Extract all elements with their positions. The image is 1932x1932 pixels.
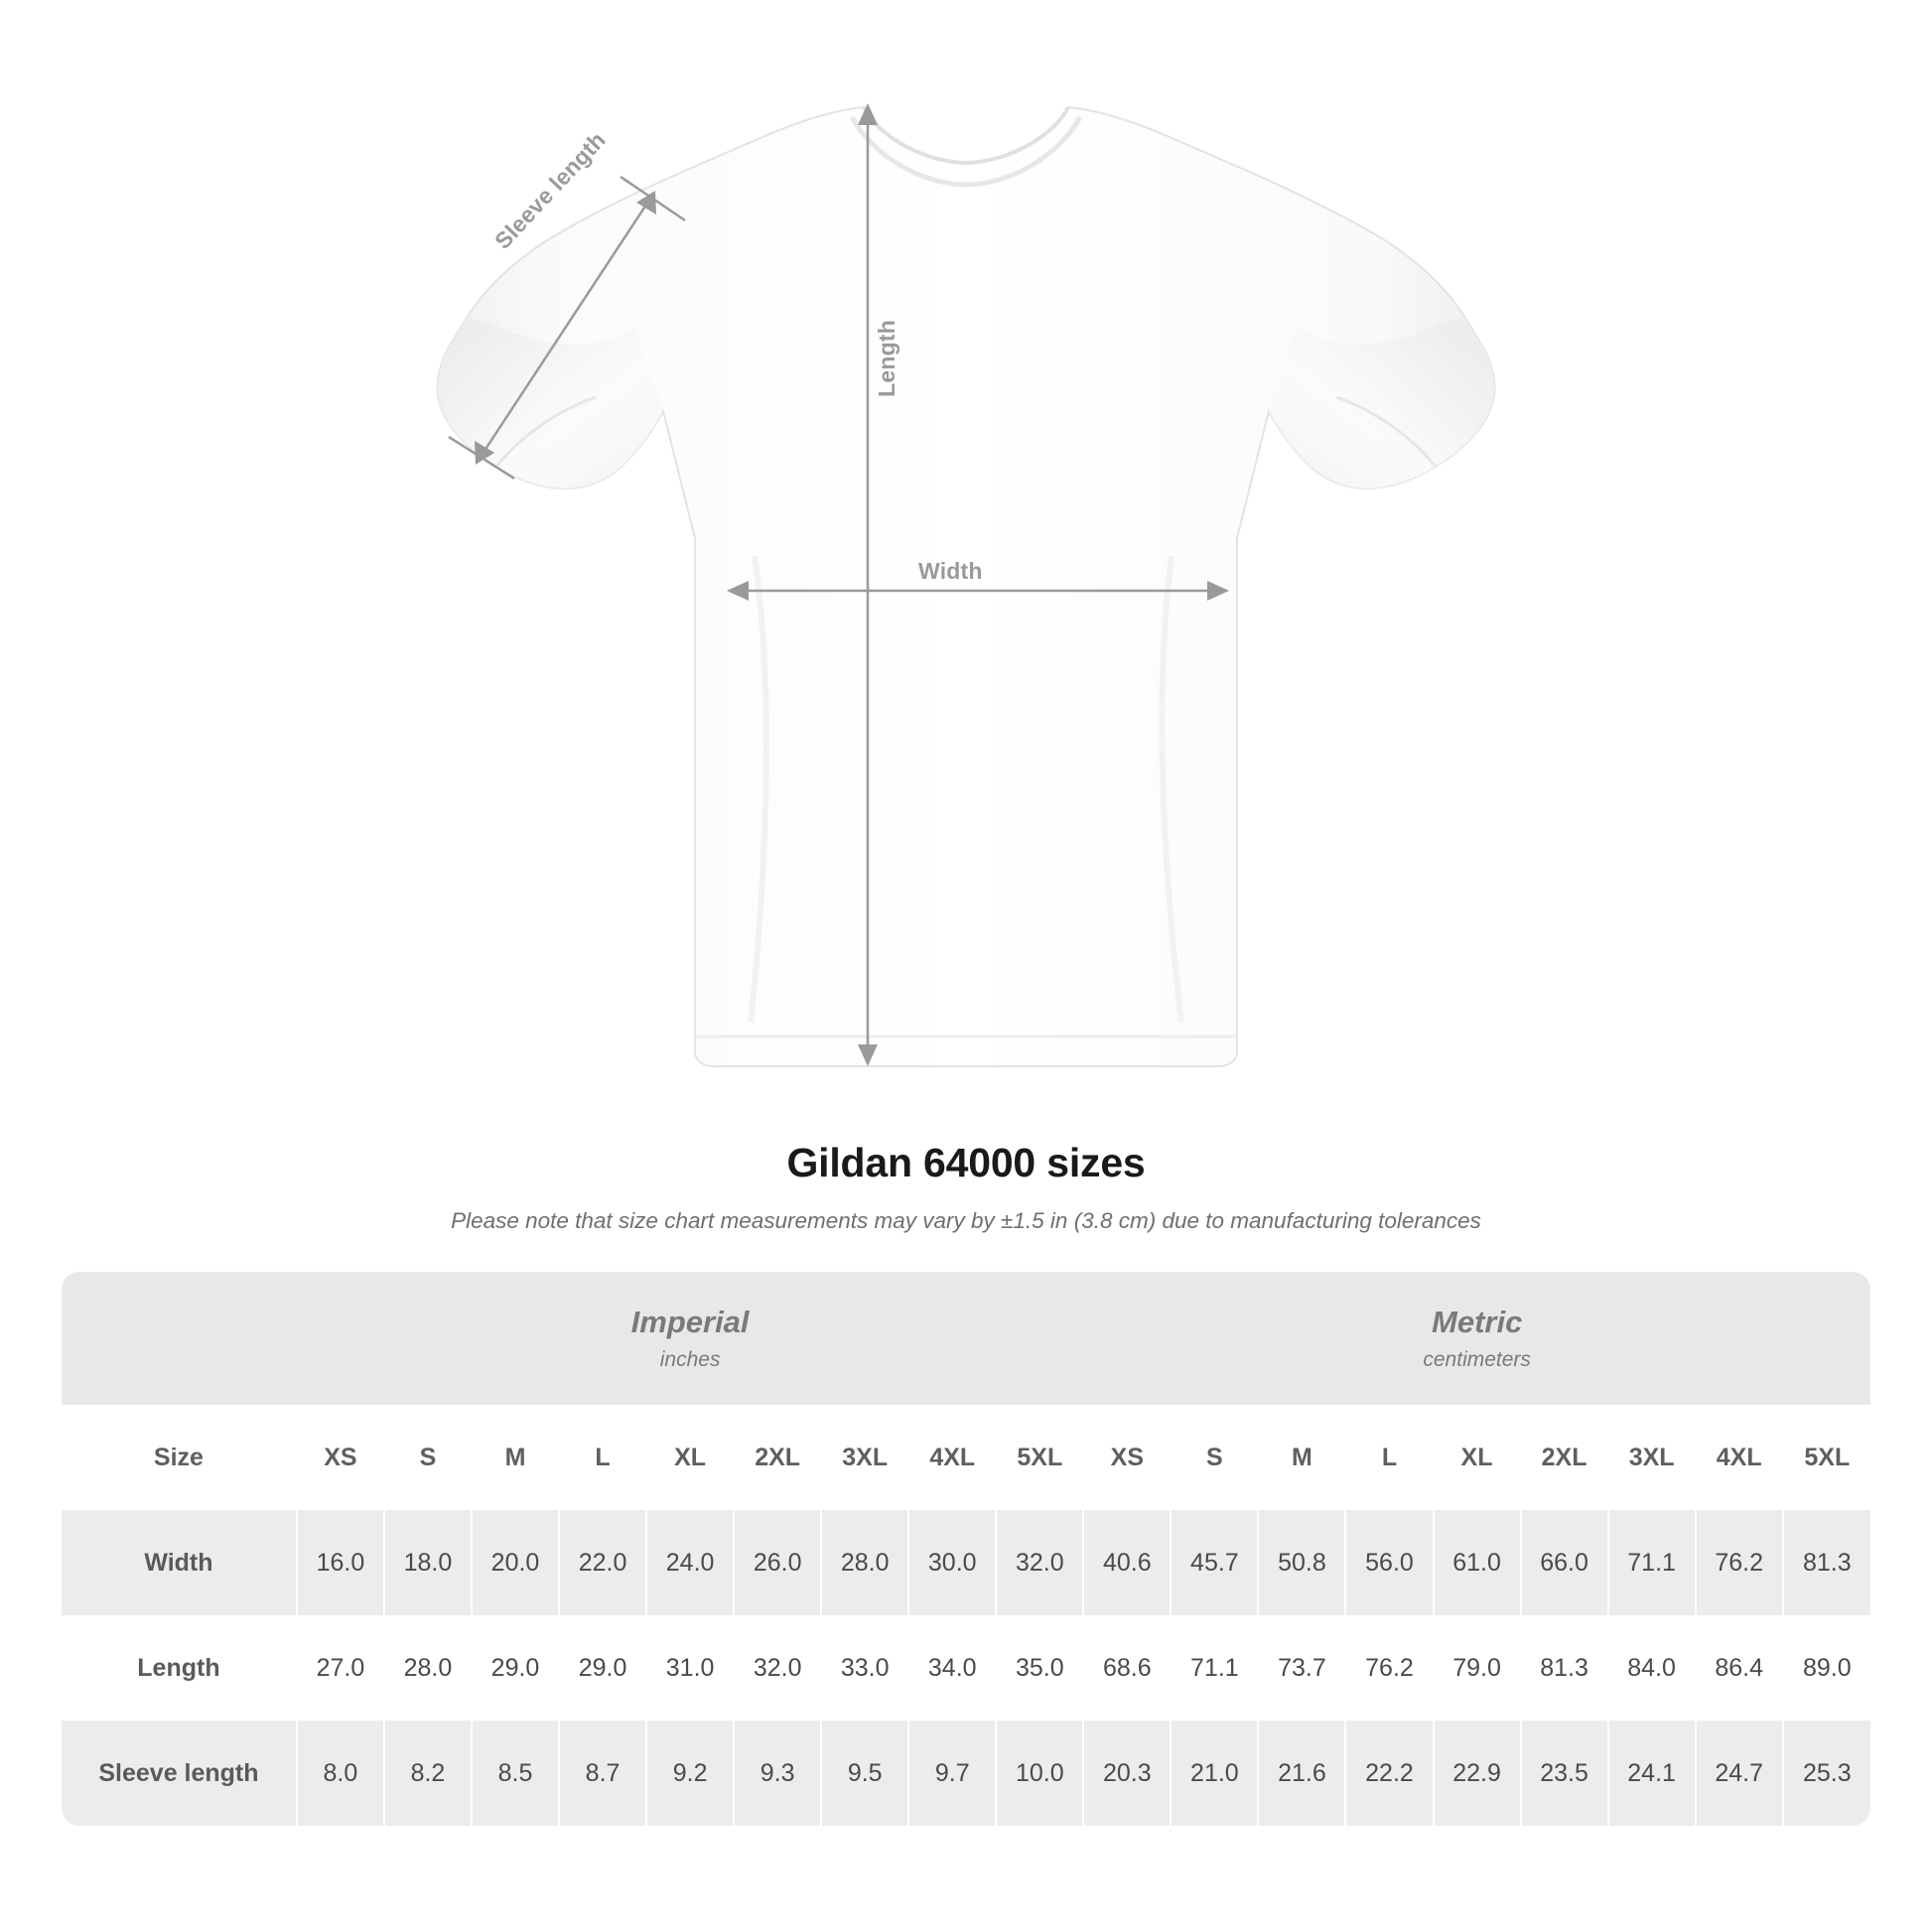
cell-width: 56.0 bbox=[1345, 1510, 1433, 1615]
size-header-cell: L bbox=[559, 1405, 646, 1510]
page-title: Gildan 64000 sizes bbox=[786, 1140, 1146, 1185]
unit-spacer-cell bbox=[62, 1272, 297, 1405]
cell-width: 76.2 bbox=[1696, 1510, 1783, 1615]
cell-length: 28.0 bbox=[384, 1615, 472, 1721]
cell-sleeve-length: 25.3 bbox=[1783, 1721, 1870, 1826]
unit-group-metric-sub: centimeters bbox=[1423, 1348, 1531, 1371]
cell-width: 66.0 bbox=[1521, 1510, 1608, 1615]
cell-width: 61.0 bbox=[1434, 1510, 1521, 1615]
cell-sleeve-length: 9.7 bbox=[908, 1721, 996, 1826]
size-table bbox=[62, 1272, 1870, 1826]
table-row bbox=[62, 1721, 1870, 1826]
cell-width: 45.7 bbox=[1171, 1510, 1258, 1615]
cell-sleeve-length: 9.2 bbox=[646, 1721, 734, 1826]
table-row bbox=[62, 1615, 1870, 1721]
cell-width: 28.0 bbox=[821, 1510, 908, 1615]
unit-group-metric-name: Metric bbox=[1432, 1305, 1523, 1339]
cell-sleeve-length: 20.3 bbox=[1083, 1721, 1171, 1826]
cell-width: 40.6 bbox=[1083, 1510, 1171, 1615]
length-dimension-label: Length bbox=[874, 320, 899, 397]
table-row bbox=[62, 1510, 1870, 1615]
unit-group-metric bbox=[1083, 1272, 1870, 1405]
cell-width: 22.0 bbox=[559, 1510, 646, 1615]
cell-sleeve-length: 22.9 bbox=[1434, 1721, 1521, 1826]
cell-length: 33.0 bbox=[821, 1615, 908, 1721]
cell-sleeve-length: 21.0 bbox=[1171, 1721, 1258, 1826]
size-header-cell: S bbox=[1171, 1405, 1258, 1510]
size-header-row bbox=[62, 1405, 1870, 1510]
cell-length: 73.7 bbox=[1258, 1615, 1345, 1721]
cell-sleeve-length: 22.2 bbox=[1345, 1721, 1433, 1826]
size-header-cell: XL bbox=[1434, 1405, 1521, 1510]
cell-width: 20.0 bbox=[472, 1510, 559, 1615]
size-header-cell: 5XL bbox=[1783, 1405, 1870, 1510]
cell-sleeve-length: 9.3 bbox=[734, 1721, 821, 1826]
size-header-cell: 4XL bbox=[908, 1405, 996, 1510]
size-header-cell: 3XL bbox=[1608, 1405, 1696, 1510]
cell-length: 32.0 bbox=[734, 1615, 821, 1721]
tolerance-note: Please note that size chart measurements may vary by ±1.5 in (3.8 cm) due to manufacturing tolerances bbox=[451, 1208, 1481, 1233]
size-header-cell: XS bbox=[297, 1405, 384, 1510]
cell-width: 26.0 bbox=[734, 1510, 821, 1615]
cell-sleeve-length: 8.5 bbox=[472, 1721, 559, 1826]
unit-group-imperial-sub: inches bbox=[659, 1348, 721, 1371]
cell-length: 34.0 bbox=[908, 1615, 996, 1721]
size-header-cell: M bbox=[1258, 1405, 1345, 1510]
unit-header-row bbox=[62, 1272, 1870, 1405]
cell-sleeve-length: 10.0 bbox=[996, 1721, 1083, 1826]
cell-length: 29.0 bbox=[472, 1615, 559, 1721]
cell-length: 27.0 bbox=[297, 1615, 384, 1721]
cell-length: 89.0 bbox=[1783, 1615, 1870, 1721]
cell-width: 18.0 bbox=[384, 1510, 472, 1615]
size-header-cell: L bbox=[1345, 1405, 1433, 1510]
row-label-length: Length bbox=[62, 1615, 297, 1721]
cell-sleeve-length: 24.1 bbox=[1608, 1721, 1696, 1826]
cell-sleeve-length: 21.6 bbox=[1258, 1721, 1345, 1826]
cell-width: 81.3 bbox=[1783, 1510, 1870, 1615]
cell-width: 30.0 bbox=[908, 1510, 996, 1615]
cell-sleeve-length: 9.5 bbox=[821, 1721, 908, 1826]
width-dimension-label: Width bbox=[918, 558, 983, 584]
unit-group-imperial bbox=[297, 1272, 1083, 1405]
cell-length: 71.1 bbox=[1171, 1615, 1258, 1721]
cell-width: 24.0 bbox=[646, 1510, 734, 1615]
size-header-cell: 2XL bbox=[734, 1405, 821, 1510]
size-header-cell: 3XL bbox=[821, 1405, 908, 1510]
cell-length: 76.2 bbox=[1345, 1615, 1433, 1721]
cell-sleeve-length: 23.5 bbox=[1521, 1721, 1608, 1826]
cell-length: 29.0 bbox=[559, 1615, 646, 1721]
cell-length: 79.0 bbox=[1434, 1615, 1521, 1721]
row-label-sleeve-length: Sleeve length bbox=[62, 1721, 297, 1826]
cell-sleeve-length: 8.2 bbox=[384, 1721, 472, 1826]
cell-width: 16.0 bbox=[297, 1510, 384, 1615]
cell-sleeve-length: 8.7 bbox=[559, 1721, 646, 1826]
size-header-cell: 2XL bbox=[1521, 1405, 1608, 1510]
cell-length: 68.6 bbox=[1083, 1615, 1171, 1721]
sleeve-length-dimension-label: Sleeve length bbox=[489, 126, 611, 254]
cell-length: 31.0 bbox=[646, 1615, 734, 1721]
size-header-cell: XS bbox=[1083, 1405, 1171, 1510]
cell-width: 32.0 bbox=[996, 1510, 1083, 1615]
unit-group-imperial-name: Imperial bbox=[630, 1305, 750, 1339]
size-header-cell: XL bbox=[646, 1405, 734, 1510]
cell-sleeve-length: 24.7 bbox=[1696, 1721, 1783, 1826]
title-block bbox=[0, 1140, 1932, 1234]
size-table-container bbox=[62, 1272, 1870, 1826]
row-label-width: Width bbox=[62, 1510, 297, 1615]
cell-length: 81.3 bbox=[1521, 1615, 1608, 1721]
cell-length: 86.4 bbox=[1696, 1615, 1783, 1721]
size-header-cell: 5XL bbox=[996, 1405, 1083, 1510]
cell-length: 35.0 bbox=[996, 1615, 1083, 1721]
cell-length: 84.0 bbox=[1608, 1615, 1696, 1721]
size-header-cell: M bbox=[472, 1405, 559, 1510]
cell-width: 50.8 bbox=[1258, 1510, 1345, 1615]
cell-width: 71.1 bbox=[1608, 1510, 1696, 1615]
size-header-cell: S bbox=[384, 1405, 472, 1510]
size-header-cell: 4XL bbox=[1696, 1405, 1783, 1510]
size-header-label: Size bbox=[62, 1405, 297, 1510]
cell-sleeve-length: 8.0 bbox=[297, 1721, 384, 1826]
